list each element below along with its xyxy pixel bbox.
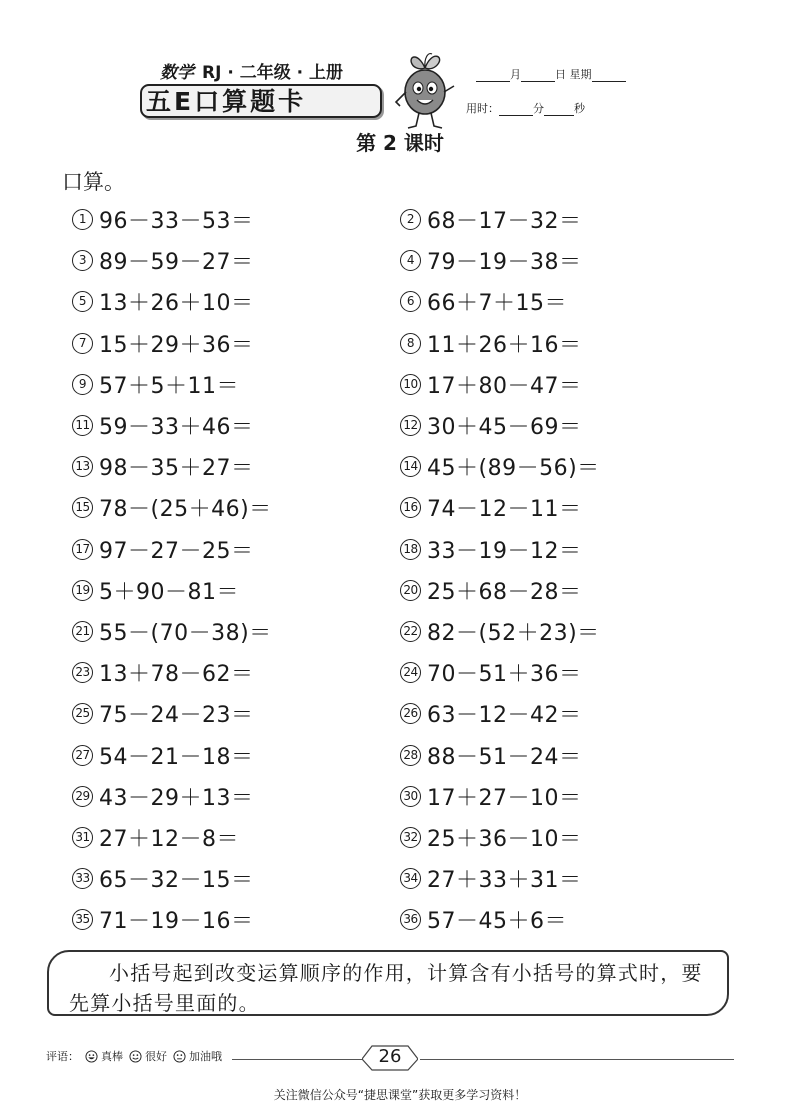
problem-item[interactable] [400, 776, 600, 817]
problem-item[interactable] [72, 899, 272, 940]
problem-item[interactable] [72, 611, 272, 652]
problem-expression: 33－19－12＝ [427, 538, 582, 564]
problem-number: 24 [400, 662, 421, 683]
problem-number: 32 [400, 827, 421, 848]
problem-expression: 27＋33＋31＝ [427, 868, 582, 894]
smile-icon[interactable] [129, 1050, 142, 1063]
problem-expression: 17＋27－10＝ [427, 785, 582, 811]
month-blank[interactable] [476, 81, 510, 82]
mascot-icon [392, 46, 458, 136]
problem-number: 14 [400, 456, 421, 477]
problem-number: 30 [400, 786, 421, 807]
problem-item[interactable] [72, 652, 272, 693]
problem-item[interactable] [400, 693, 600, 734]
problem-item[interactable] [400, 364, 600, 405]
problem-expression: 74－12－11＝ [427, 497, 582, 523]
problem-expression: 54－21－18＝ [99, 744, 254, 770]
problem-item[interactable] [400, 281, 600, 322]
problem-expression: 70－51＋36＝ [427, 662, 582, 688]
edition-label: RJ · 二年级 · 上册 [202, 63, 344, 83]
evaluation-row [46, 1048, 222, 1064]
problem-number: 33 [72, 868, 93, 889]
problem-expression: 96－33－53＝ [99, 209, 254, 235]
big-smile-icon[interactable] [85, 1050, 98, 1063]
problem-expression: 63－12－42＝ [427, 703, 582, 729]
day-label: 日 [555, 68, 566, 81]
problem-expression: 45＋(89－56)＝ [427, 456, 600, 482]
problem-column-right [400, 199, 600, 940]
tip-text: 小括号起到改变运算顺序的作用，计算含有小括号的算式时，要先算小括号里面的。 [69, 961, 703, 1015]
problem-expression: 43－29＋13＝ [99, 785, 254, 811]
problem-number: 5 [72, 291, 93, 312]
problem-expression: 79－19－38＝ [427, 250, 582, 276]
problem-item[interactable] [400, 446, 600, 487]
problem-item[interactable] [400, 611, 600, 652]
problem-item[interactable] [400, 199, 600, 240]
problem-item[interactable] [400, 817, 600, 858]
problem-number: 35 [72, 909, 93, 930]
problem-number: 27 [72, 745, 93, 766]
problem-expression: 30＋45－69＝ [427, 415, 582, 441]
problem-expression: 57＋5＋11＝ [99, 373, 239, 399]
problem-number: 23 [72, 662, 93, 683]
problem-number: 29 [72, 786, 93, 807]
problem-item[interactable] [400, 734, 600, 775]
problem-expression: 15＋29＋36＝ [99, 332, 254, 358]
problem-expression: 17＋80－47＝ [427, 373, 582, 399]
problem-item[interactable] [400, 240, 600, 281]
problem-item[interactable] [72, 487, 272, 528]
lesson-title: 第 2 课时 [356, 131, 444, 155]
problem-item[interactable] [72, 570, 272, 611]
day-blank[interactable] [521, 81, 555, 82]
problem-expression: 97－27－25＝ [99, 538, 254, 564]
problem-expression: 5＋90－81＝ [99, 579, 239, 605]
problem-expression: 71－19－16＝ [99, 909, 254, 935]
problem-expression: 65－32－15＝ [99, 868, 254, 894]
problem-item[interactable] [400, 899, 600, 940]
problem-item[interactable] [72, 323, 272, 364]
problem-number: 28 [400, 745, 421, 766]
problem-item[interactable] [72, 240, 272, 281]
cheer-face-icon[interactable] [173, 1050, 186, 1063]
evaluation-label: 评语： [46, 1050, 79, 1063]
problem-expression: 98－35＋27＝ [99, 456, 254, 482]
problem-expression: 88－51－24＝ [427, 744, 582, 770]
month-label: 月 [510, 68, 521, 81]
instruction-text: 口算。 [62, 170, 125, 194]
problem-number: 13 [72, 456, 93, 477]
problem-number: 20 [400, 580, 421, 601]
problem-number: 34 [400, 868, 421, 889]
problem-expression: 89－59－27＝ [99, 250, 254, 276]
problem-item[interactable] [72, 529, 272, 570]
problem-expression: 78－(25＋46)＝ [99, 497, 272, 523]
problem-number: 15 [72, 497, 93, 518]
problem-item[interactable] [72, 446, 272, 487]
problem-expression: 68－17－32＝ [427, 209, 582, 235]
problem-expression: 55－(70－38)＝ [99, 620, 272, 646]
problem-item[interactable] [400, 323, 600, 364]
problem-item[interactable] [72, 364, 272, 405]
problem-expression: 11＋26＋16＝ [427, 332, 582, 358]
minute-label: 分 [533, 102, 544, 115]
problem-item[interactable] [72, 817, 272, 858]
minute-blank[interactable] [499, 115, 533, 116]
problem-item[interactable] [400, 529, 600, 570]
problem-number: 19 [72, 580, 93, 601]
problem-item[interactable] [72, 858, 272, 899]
second-label: 秒 [574, 102, 585, 115]
problem-item[interactable] [400, 652, 600, 693]
problem-item[interactable] [72, 776, 272, 817]
problem-number: 10 [400, 374, 421, 395]
subject-label: 数学 [160, 63, 194, 83]
time-label: 用时： [466, 102, 499, 115]
problem-expression: 13＋26＋10＝ [99, 291, 254, 317]
problem-item[interactable] [400, 405, 600, 446]
problem-number: 22 [400, 621, 421, 642]
eval-option-keep-going: 加油哦 [189, 1050, 222, 1063]
problem-number: 6 [400, 291, 421, 312]
problem-expression: 75－24－23＝ [99, 703, 254, 729]
problem-expression: 27＋12－8＝ [99, 826, 239, 852]
eval-option-good: 很好 [145, 1050, 167, 1063]
problem-number: 26 [400, 703, 421, 724]
problem-number: 3 [72, 250, 93, 271]
edition-line [160, 58, 343, 83]
problem-expression: 82－(52＋23)＝ [427, 620, 600, 646]
problem-number: 11 [72, 415, 93, 436]
problem-number: 2 [400, 209, 421, 230]
time-line [466, 100, 585, 116]
problem-column-left [72, 199, 272, 940]
problem-expression: 25＋68－28＝ [427, 579, 582, 605]
footer-divider-right [420, 1059, 734, 1060]
problem-number: 1 [72, 209, 93, 230]
problem-item[interactable] [72, 693, 272, 734]
problem-item[interactable] [72, 734, 272, 775]
page-number: 26 [378, 1046, 402, 1067]
problem-number: 8 [400, 333, 421, 354]
problem-number: 4 [400, 250, 421, 271]
problem-item[interactable] [72, 199, 272, 240]
problem-number: 36 [400, 909, 421, 930]
problem-item[interactable] [400, 570, 600, 611]
problem-item[interactable] [72, 405, 272, 446]
problem-number: 12 [400, 415, 421, 436]
second-blank[interactable] [544, 115, 574, 116]
tip-box [47, 950, 729, 1016]
problem-item[interactable] [400, 487, 600, 528]
problem-number: 7 [72, 333, 93, 354]
problem-number: 9 [72, 374, 93, 395]
problem-expression: 66＋7＋15＝ [427, 291, 567, 317]
problem-number: 31 [72, 827, 93, 848]
problem-expression: 13＋78－62＝ [99, 662, 254, 688]
weekday-label: 星期 [569, 68, 592, 81]
date-line [476, 66, 626, 82]
promo-text: 关注微信公众号“捷思课堂”获取更多学习资料！ [273, 1088, 527, 1102]
problem-number: 16 [400, 497, 421, 518]
problem-number: 18 [400, 539, 421, 560]
problem-item[interactable] [400, 858, 600, 899]
problem-number: 25 [72, 703, 93, 724]
problem-expression: 25＋36－10＝ [427, 826, 582, 852]
problem-number: 21 [72, 621, 93, 642]
problem-expression: 57－45＋6＝ [427, 909, 567, 935]
weekday-blank[interactable] [592, 81, 626, 82]
banner-title: 五E口算题卡 [146, 87, 307, 116]
problem-expression: 59－33＋46＝ [99, 415, 254, 441]
eval-option-great: 真棒 [101, 1050, 123, 1063]
footer-divider-left [232, 1059, 362, 1060]
problem-item[interactable] [72, 281, 272, 322]
problem-number: 17 [72, 539, 93, 560]
